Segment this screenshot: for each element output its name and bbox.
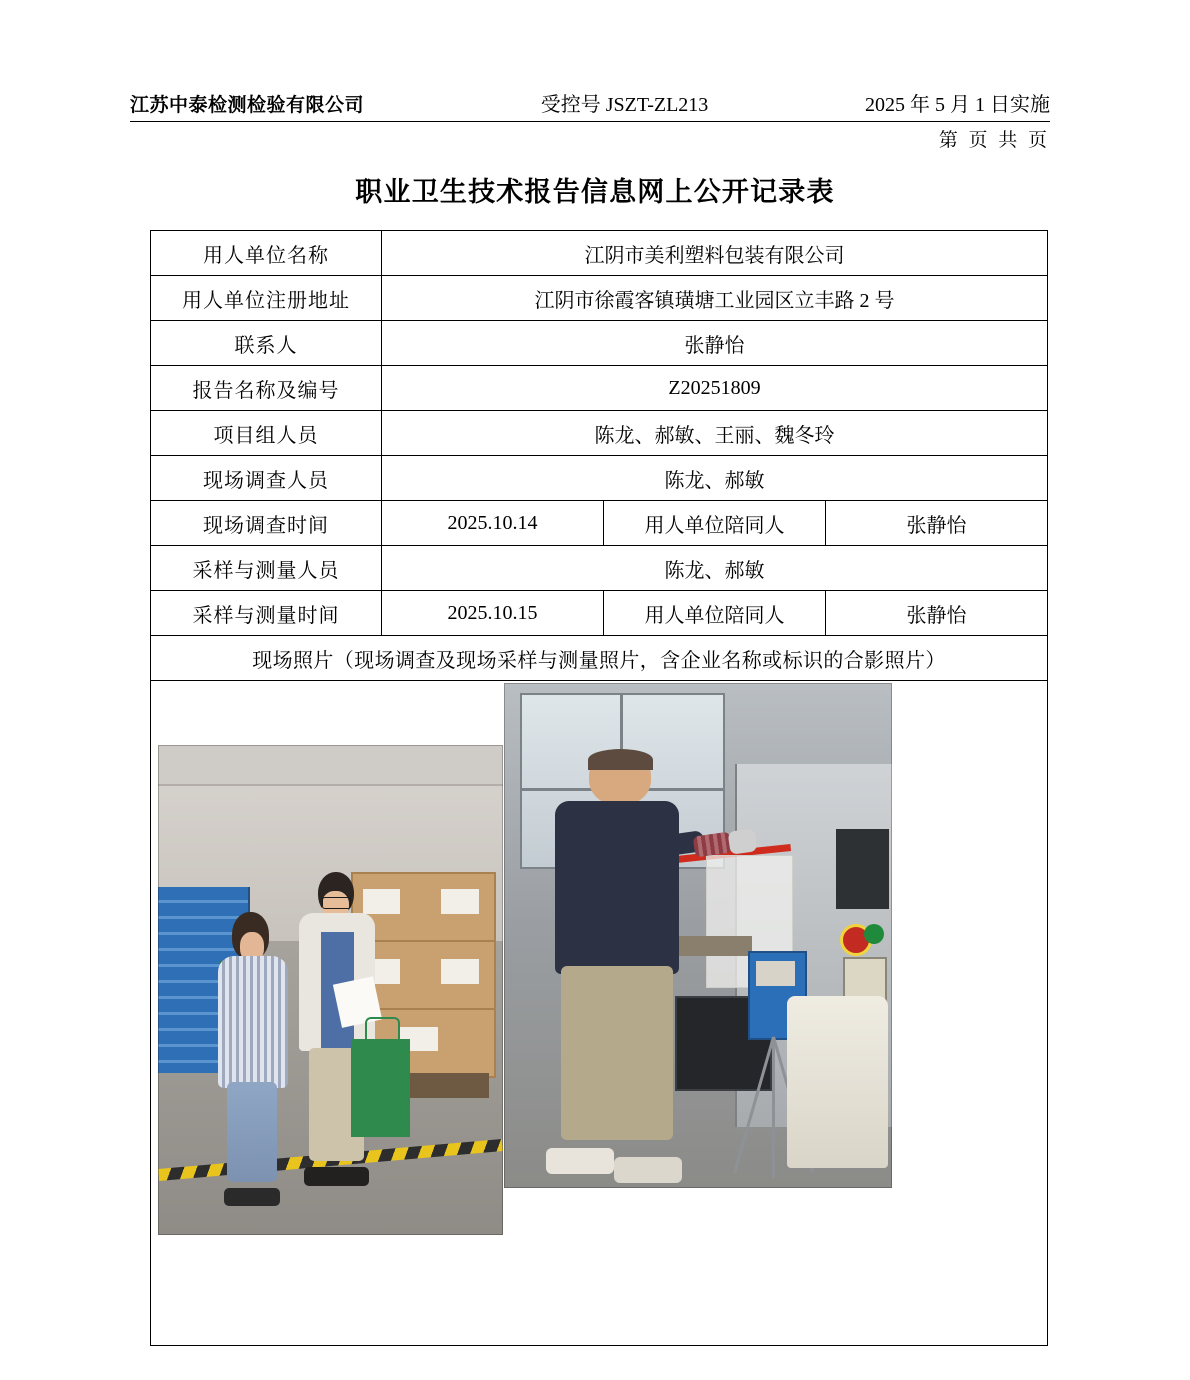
site-survey-photo-warehouse	[158, 745, 503, 1235]
photo-machine-dark-panel	[836, 829, 889, 909]
photo-person-glasses	[322, 897, 350, 908]
table-row	[151, 591, 1048, 636]
table-row	[151, 366, 1048, 411]
photo-white-sack	[787, 996, 888, 1168]
row-value-sampling-staff: 陈龙、郝敏	[382, 546, 1048, 591]
header-effective-date: 2025 年 5 月 1 日实施	[865, 94, 1050, 116]
photo-person-operator	[543, 749, 698, 1183]
photo-carton-label	[441, 889, 479, 914]
photo-section-cell	[151, 681, 1048, 1346]
row-label-project-team: 项目组人员	[151, 411, 382, 456]
photo-person-striped-shirt	[218, 956, 288, 1088]
photo-carton-label	[441, 959, 479, 984]
row-label-company-name: 用人单位名称	[151, 231, 382, 276]
row-value-project-team: 陈龙、郝敏、王丽、魏冬玲	[382, 411, 1048, 456]
photo-person-jeans	[227, 1082, 276, 1182]
table-row	[151, 501, 1048, 546]
photo-ceiling	[158, 745, 503, 786]
page-title: 职业卫生技术报告信息网上公开记录表	[355, 177, 835, 207]
page-header	[130, 88, 1050, 122]
photo-person-dark-shirt	[555, 801, 679, 975]
row-value-survey-staff: 陈龙、郝敏	[382, 456, 1048, 501]
table-row	[151, 681, 1048, 1346]
table-row	[151, 456, 1048, 501]
table-row	[151, 546, 1048, 591]
table-row	[151, 411, 1048, 456]
photo-person-shoe	[546, 1148, 614, 1174]
row-value-survey-date: 2025.10.14	[382, 501, 604, 546]
table-row	[151, 636, 1048, 681]
page-number-label: 第 页 共 页	[938, 130, 1050, 151]
row-label-contact-person: 联系人	[151, 321, 382, 366]
row-value-registered-address: 江阴市徐霞客镇璜塘工业园区立丰路 2 号	[382, 276, 1048, 321]
record-form-table	[150, 230, 1048, 1346]
photo-instrument-display	[756, 961, 795, 986]
row-label-sampling-time: 采样与测量时间	[151, 591, 382, 636]
row-label-sampling-escort: 用人单位陪同人	[604, 591, 826, 636]
photo-person-shoe	[614, 1157, 682, 1183]
photo-tripod-leg	[772, 1037, 775, 1178]
photo-person-trousers	[561, 966, 673, 1140]
photo-green-tote-bag	[351, 1039, 410, 1137]
table-row	[151, 276, 1048, 321]
header-control-number: 受控号 JSZT-ZL213	[540, 94, 709, 116]
photo-start-button	[864, 924, 884, 944]
row-label-survey-staff: 现场调查人员	[151, 456, 382, 501]
header-company-name: 江苏中泰检测检验有限公司	[130, 95, 365, 116]
row-value-sampling-escort-name: 张静怡	[826, 591, 1048, 636]
photo-collage	[155, 683, 1043, 1343]
photo-person-female-worker	[213, 912, 292, 1206]
photo-section-label: 现场照片（现场调查及现场采样与测量照片，含企业名称或标识的合影照片）	[151, 636, 1048, 681]
table-row	[151, 321, 1048, 366]
row-value-company-name: 江阴市美利塑料包装有限公司	[382, 231, 1048, 276]
row-value-survey-escort-name: 张静怡	[826, 501, 1048, 546]
row-label-report-number: 报告名称及编号	[151, 366, 382, 411]
row-value-sampling-date: 2025.10.15	[382, 591, 604, 636]
photo-person-hair	[588, 749, 653, 771]
row-label-survey-time: 现场调查时间	[151, 501, 382, 546]
photo-person-shoes	[304, 1167, 369, 1186]
row-label-sampling-staff: 采样与测量人员	[151, 546, 382, 591]
row-label-survey-escort: 用人单位陪同人	[604, 501, 826, 546]
row-value-report-number: Z20251809	[382, 366, 1048, 411]
row-value-contact-person: 张静怡	[382, 321, 1048, 366]
photo-person-shoes	[224, 1188, 280, 1206]
sampling-measurement-photo-machine	[504, 683, 892, 1188]
photo-person-glove	[728, 828, 758, 854]
row-label-registered-address: 用人单位注册地址	[151, 276, 382, 321]
table-row	[151, 231, 1048, 276]
